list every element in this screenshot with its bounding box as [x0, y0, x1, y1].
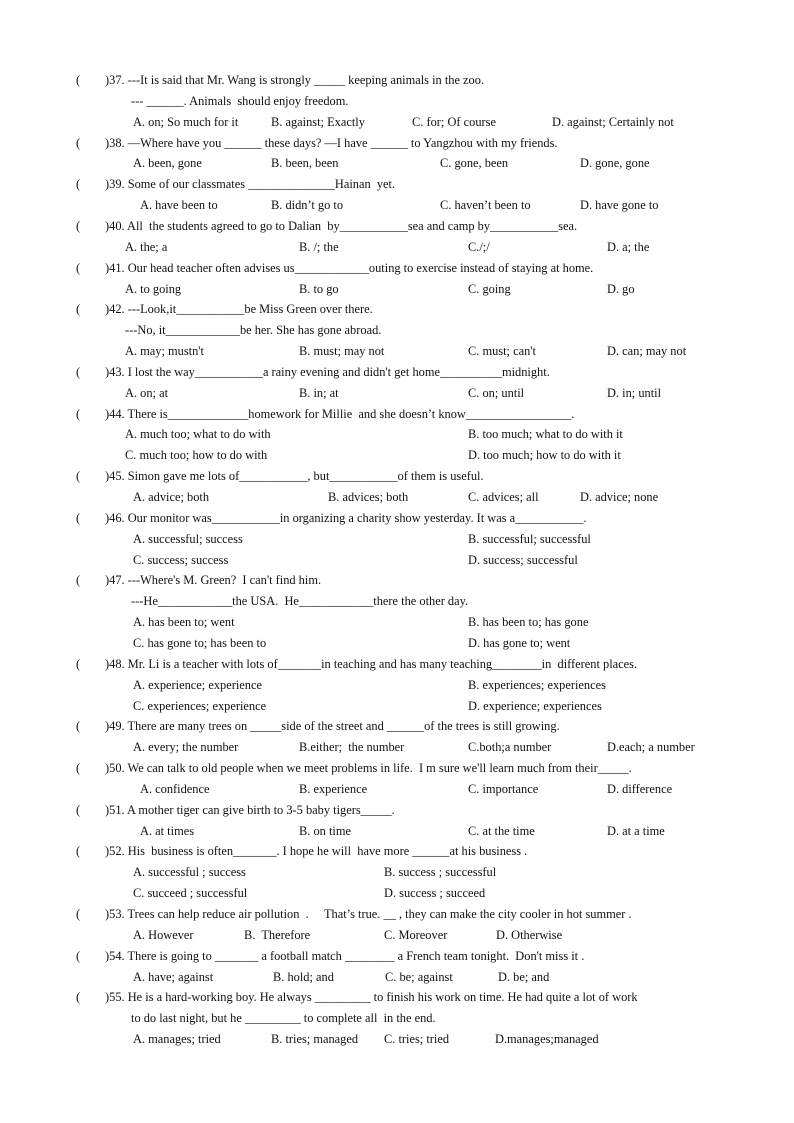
answer-paren[interactable]: ( [76, 656, 81, 671]
option-d[interactable]: D. too much; how to do with it [468, 448, 621, 463]
question-stem: )47. ---Where's M. Green? I can't find him. [105, 573, 322, 588]
option-a[interactable]: A. successful; success [133, 531, 243, 546]
answer-paren[interactable]: ( [76, 218, 81, 233]
option-d[interactable]: D. Otherwise [496, 927, 563, 942]
option-c[interactable]: C. Moreover [384, 927, 448, 942]
option-a[interactable]: A. have been to [140, 198, 218, 213]
question-continuation: to do last night, but he _________ to complete all in the end. [131, 1011, 436, 1026]
question-stem: )41. Our head teacher often advises us____________outing to exercise instead of staying at home. [105, 260, 594, 275]
option-d[interactable]: D. can; may not [607, 344, 687, 359]
option-b[interactable]: B. on time [299, 823, 351, 838]
option-c[interactable]: C.both;a number [468, 740, 552, 755]
answer-paren[interactable]: ( [76, 302, 81, 317]
option-d[interactable]: D. in; until [607, 385, 662, 400]
option-c[interactable]: C. has gone to; has been to [133, 635, 267, 650]
option-c[interactable]: C. for; Of course [412, 114, 496, 129]
option-b[interactable]: B. tries; managed [271, 1032, 359, 1047]
option-c[interactable]: C./;/ [468, 239, 490, 254]
answer-paren[interactable]: ( [76, 177, 81, 192]
option-a[interactable]: A. advice; both [133, 490, 210, 504]
question-stem: )46. Our monitor was___________in organizing a charity show yesterday. It was a___________. [105, 510, 587, 525]
question-continuation: --- ______. Animals should enjoy freedom. [131, 93, 349, 108]
question-stem: )39. Some of our classmates ______________Hainan yet. [105, 177, 396, 192]
option-d[interactable]: D. at a time [607, 823, 665, 838]
option-d[interactable]: D. against; Certainly not [552, 114, 674, 129]
option-c[interactable]: C. must; can't [468, 344, 536, 359]
question-stem: )37. ---It is said that Mr. Wang is strongly _____ keeping animals in the zoo. [105, 73, 485, 87]
question-stem: )52. His business is often_______. I hope he will have more ______at his business . [105, 844, 528, 859]
option-c[interactable]: C. be; against [385, 969, 453, 984]
question-stem: )45. Simon gave me lots of___________, but___________of them is useful. [105, 469, 484, 484]
question-stem: )49. There are many trees on _____side of the street and ______of the trees is still growing. [105, 719, 560, 734]
option-a[interactable]: A. been, gone [133, 156, 202, 171]
option-b[interactable]: B. to go [299, 281, 339, 296]
answer-paren[interactable]: ( [76, 907, 81, 921]
option-d[interactable]: D. advice; none [580, 490, 659, 504]
option-d[interactable]: D. a; the [607, 239, 650, 254]
question-stem: )55. He is a hard-working boy. He always _________ to finish his work on time. He had quite a lot of work [105, 990, 638, 1005]
option-c[interactable]: C. importance [468, 781, 539, 796]
option-d[interactable]: D. be; and [498, 969, 550, 984]
option-b[interactable]: B. has been to; has gone [468, 615, 589, 630]
answer-paren[interactable]: ( [76, 135, 81, 150]
option-a[interactable]: A. much too; what to do with [125, 427, 271, 442]
answer-paren[interactable]: ( [76, 364, 81, 379]
question-stem: )42. ---Look,it___________be Miss Green over there. [105, 302, 373, 317]
option-b[interactable]: B. /; the [299, 239, 339, 254]
answer-paren[interactable]: ( [76, 510, 81, 525]
option-a[interactable]: A. on; at [125, 385, 169, 400]
option-c[interactable]: C. much too; how to do with [125, 448, 268, 463]
answer-paren[interactable]: ( [76, 761, 81, 776]
option-c[interactable]: C. going [468, 281, 511, 296]
answer-paren[interactable]: ( [76, 844, 81, 859]
question-stem: )51. A mother tiger can give birth to 3-5 baby tigers_____. [105, 802, 395, 817]
option-d[interactable]: D. success; successful [468, 552, 578, 567]
option-c[interactable]: C. haven’t been to [440, 198, 531, 213]
option-b[interactable]: B. hold; and [273, 969, 334, 984]
option-a[interactable]: A. on; So much for it [133, 114, 239, 129]
answer-paren[interactable]: ( [76, 990, 81, 1005]
option-d[interactable]: D.each; a number [607, 740, 695, 755]
option-d[interactable]: D. have gone to [580, 198, 659, 213]
option-a[interactable]: A. have; against [133, 969, 214, 984]
option-a[interactable]: A. to going [125, 281, 182, 296]
option-a[interactable]: A. every; the number [133, 740, 239, 755]
option-a[interactable]: A. manages; tried [133, 1032, 221, 1047]
question-stem: )54. There is going to _______ a football match ________ a French team tonight. Don't miss it . [105, 948, 585, 963]
question-stem: )48. Mr. Li is a teacher with lots of_______in teaching and has many teaching________in different places. [105, 656, 638, 671]
option-d[interactable]: D.manages;managed [495, 1032, 599, 1047]
option-c[interactable]: C. on; until [468, 385, 525, 400]
option-a[interactable]: A. successful ; success [133, 865, 246, 880]
answer-paren[interactable]: ( [76, 573, 81, 588]
option-b[interactable]: B.either; the number [299, 740, 405, 755]
question-stem: )53. Trees can help reduce air pollution . That’s true. __ , they can make the city cooler in hot summer . [105, 907, 632, 921]
question-continuation: ---He____________the USA. He____________there the other day. [131, 594, 469, 609]
option-c[interactable]: C. gone, been [440, 156, 509, 171]
option-c[interactable]: C. experiences; experience [133, 698, 267, 713]
option-d[interactable]: D. difference [607, 781, 673, 796]
question-stem: )44. There is_____________homework for Millie and she doesn’t know_________________. [105, 406, 575, 421]
answer-paren[interactable]: ( [76, 719, 81, 734]
answer-paren[interactable]: ( [76, 406, 81, 421]
option-a[interactable]: A. at times [140, 823, 195, 838]
option-a[interactable]: A. However [133, 927, 194, 942]
question-stem: )38. —Where have you ______ these days? —I have ______ to Yangzhou with my friends. [105, 135, 558, 150]
option-d[interactable]: D. success ; succeed [384, 886, 486, 901]
option-c[interactable]: C. tries; tried [384, 1032, 450, 1047]
option-b[interactable]: B. against; Exactly [271, 114, 365, 129]
option-a[interactable]: A. has been to; went [133, 615, 235, 630]
question-continuation: ---No, it____________be her. She has gone abroad. [125, 323, 382, 338]
option-b[interactable]: B. been, been [271, 156, 339, 171]
answer-paren[interactable]: ( [76, 73, 81, 87]
option-a[interactable]: A. experience; experience [133, 677, 262, 692]
option-b[interactable]: B. advices; both [328, 490, 409, 504]
answer-paren[interactable]: ( [76, 469, 81, 484]
option-d[interactable]: D. go [607, 281, 635, 296]
option-a[interactable]: A. confidence [140, 781, 210, 796]
question-stem: )50. We can talk to old people when we meet problems in life. I m sure we'll learn much from their_____. [105, 761, 632, 776]
option-b[interactable]: B. success ; successful [384, 865, 497, 880]
option-c[interactable]: C. advices; all [468, 490, 539, 504]
option-c[interactable]: C. at the time [468, 823, 535, 838]
option-a[interactable]: A. the; a [125, 239, 168, 254]
option-b[interactable]: B. didn’t go to [271, 198, 344, 213]
question-stem: )40. All the students agreed to go to Dalian by___________sea and camp by___________sea. [105, 218, 578, 233]
answer-paren[interactable]: ( [76, 260, 81, 275]
option-c[interactable]: C. succeed ; successful [133, 886, 248, 901]
option-b[interactable]: B. experiences; experiences [468, 677, 606, 692]
option-b[interactable]: B. must; may not [299, 344, 385, 359]
option-d[interactable]: D. has gone to; went [468, 635, 571, 650]
option-d[interactable]: D. experience; experiences [468, 698, 602, 713]
option-a[interactable]: A. may; mustn't [125, 344, 204, 359]
answer-paren[interactable]: ( [76, 802, 81, 817]
option-b[interactable]: B. in; at [299, 385, 339, 400]
answer-paren[interactable]: ( [76, 948, 81, 963]
option-d[interactable]: D. gone, gone [580, 156, 650, 171]
option-b[interactable]: B. experience [299, 781, 368, 796]
option-c[interactable]: C. success; success [133, 552, 229, 567]
option-b[interactable]: B. too much; what to do with it [468, 427, 623, 442]
option-b[interactable]: B. successful; successful [468, 531, 591, 546]
question-stem: )43. I lost the way___________a rainy evening and didn't get home__________midnight. [105, 364, 550, 379]
option-b[interactable]: B. Therefore [244, 927, 311, 942]
